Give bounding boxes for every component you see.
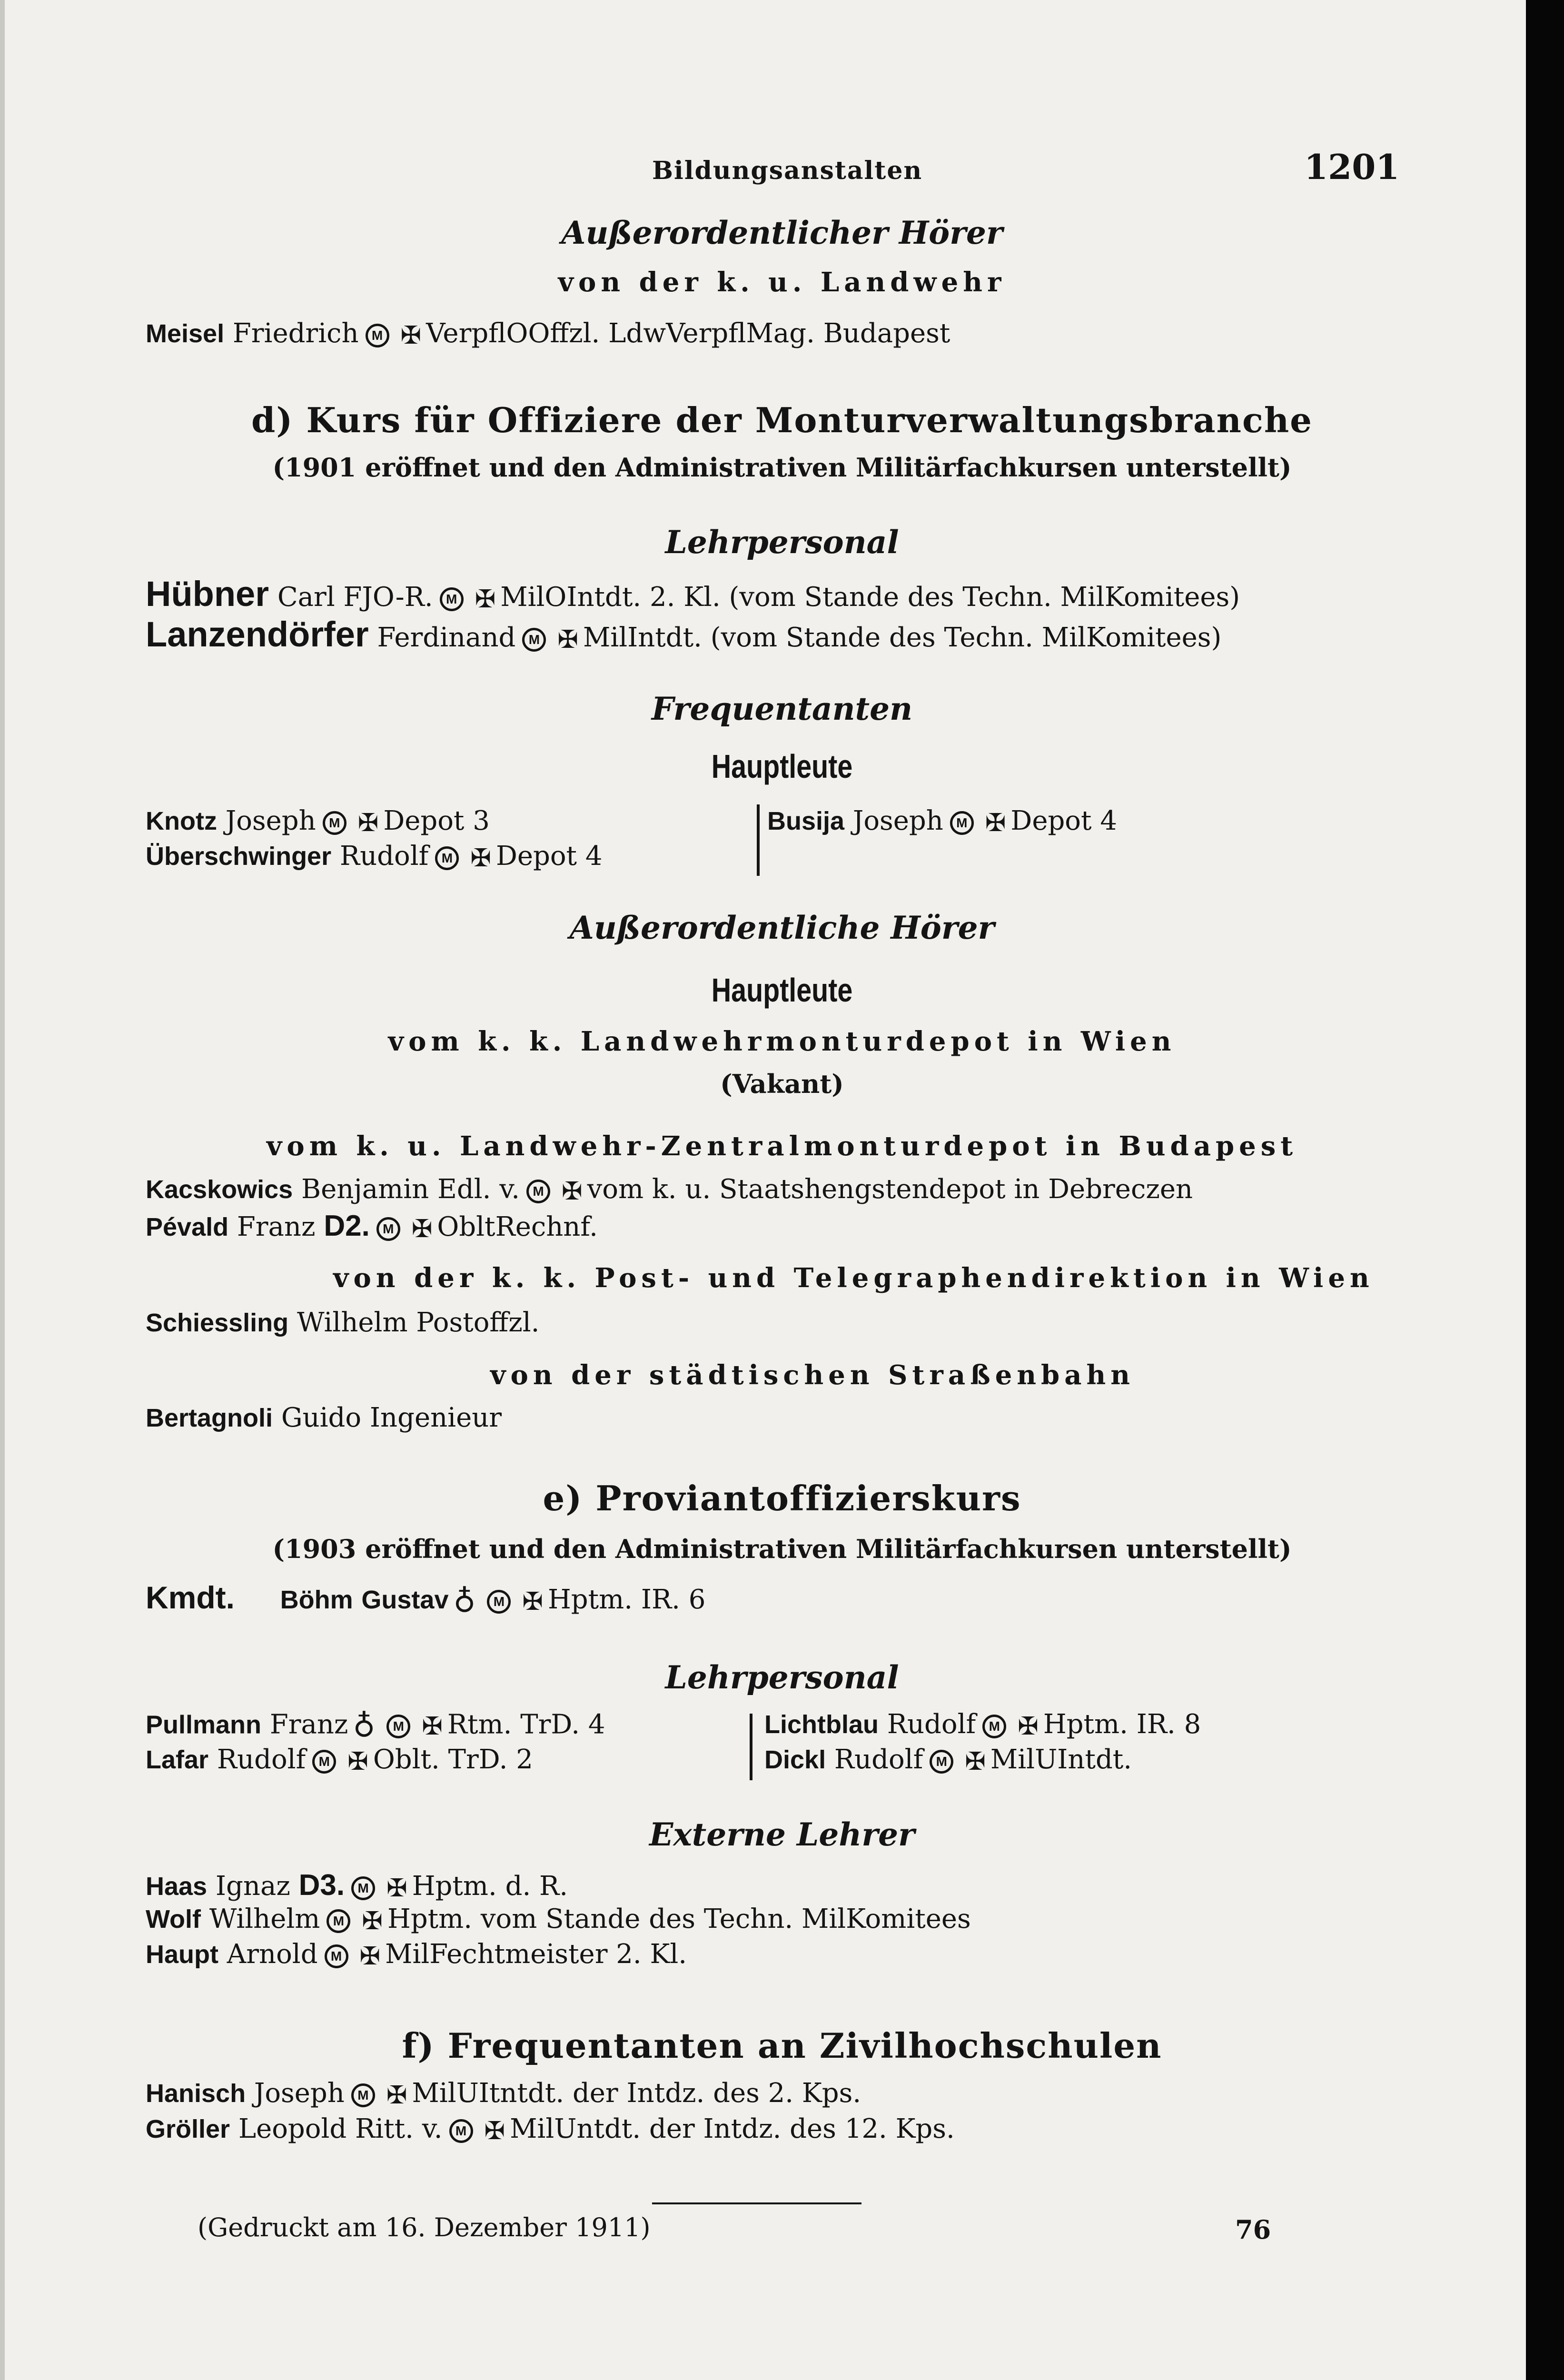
entry-detail: MilFechtmeister 2. Kl. [385, 1939, 687, 1970]
medal-icon: M [386, 1715, 410, 1738]
entry-detail: MilUntdt. der Intdz. des 12. Kps. [510, 2113, 955, 2144]
entry-given: Joseph [254, 2078, 345, 2109]
cross-icon: ✠ [347, 1747, 368, 1776]
entry-detail: Depot 3 [383, 805, 490, 836]
heading-ao-hoerer: Außerordentlicher Hörer [561, 214, 1003, 251]
entry-surname: Hanisch [146, 2079, 246, 2108]
medal-icon: M [351, 1876, 375, 1900]
entry-surname: Meisel [146, 319, 225, 348]
entry-knotz [146, 805, 490, 837]
entry-detail: VerpflOOffzl. LdwVerpflMag. Budapest [426, 318, 950, 349]
entry-surname: Lichtblau [764, 1710, 879, 1739]
medal-icon: M [325, 1944, 348, 1968]
entry-detail: MilIntdt. (vom Stande des Techn. MilKomitees) [583, 622, 1222, 653]
entry-given: Joseph [225, 805, 316, 836]
cross-icon: ✠ [985, 808, 1006, 837]
entry-detail: Rtm. TrD. 4 [447, 1709, 605, 1740]
medal-icon: M [327, 1909, 350, 1933]
vakant-note: (Vakant) [720, 1069, 844, 1099]
entry-dickl [764, 1744, 1132, 1776]
entry-surname: Schiessling [146, 1309, 289, 1337]
entry-surname: Bertagnoli [146, 1404, 273, 1432]
entry-haas [146, 1868, 568, 1903]
entry-surname: Busija [767, 807, 845, 835]
medal-icon: M [366, 324, 389, 347]
entry-wolf [146, 1904, 971, 1935]
section-e-title: e) Proviantoffizierskurs [543, 1478, 1021, 1518]
entry-surname: Hübner [146, 574, 269, 614]
cross-icon: ✠ [475, 585, 496, 614]
entry-surname: Böhm [280, 1586, 353, 1614]
entry-detail: Hptm. IR. 6 [547, 1584, 706, 1615]
entry-pevald [146, 1209, 598, 1243]
entry-ueberschwinger [146, 841, 602, 873]
subheading-budapest: vom k. u. Landwehr-Zentralmonturdepot in Budapest [266, 1130, 1298, 1162]
entry-given: Leopold Ritt. v. [238, 2113, 443, 2144]
section-e-note: (1903 eröffnet und den Administrativen Militärfachkursen unterstellt) [272, 1534, 1292, 1564]
medal-icon: M [312, 1750, 336, 1774]
section-d-note: (1901 eröffnet und den Administrativen Militärfachkursen unterstellt) [272, 452, 1292, 483]
entry-detail: Hptm. d. R. [412, 1871, 568, 1902]
entry-surname: Lanzendörfer [146, 615, 369, 654]
entry-given: Franz [269, 1709, 348, 1740]
entry-busija [767, 805, 1117, 837]
cross-icon: ✠ [362, 1906, 383, 1935]
order-icon: ♁ [353, 1709, 376, 1744]
entry-detail: MilUIntdt. [990, 1744, 1132, 1775]
entry-given: Friedrich [232, 318, 359, 349]
entry-schiessling [146, 1307, 539, 1338]
entry-pullmann [146, 1709, 605, 1744]
subheading-post: von der k. k. Post- und Telegraphendirektion in Wien [333, 1262, 1374, 1294]
entry-detail: Oblt. TrD. 2 [373, 1744, 533, 1775]
cross-icon: ✠ [522, 1587, 543, 1616]
entry-surname: Haupt [146, 1940, 218, 1969]
entry-surname: Lafar [146, 1745, 209, 1774]
scan-edge-left [0, 0, 5, 2380]
medal-icon: M [930, 1750, 953, 1774]
entry-detail: Depot 4 [1010, 805, 1117, 836]
subheading-landwehr: von der k. u. Landwehr [558, 267, 1006, 298]
cross-icon: ✠ [965, 1747, 986, 1776]
entry-huebner [146, 574, 1240, 614]
entry-detail: Hptm. vom Stande des Techn. MilKomitees [387, 1904, 971, 1934]
entry-surname: Pullmann [146, 1710, 262, 1739]
entry-given: Arnold [227, 1939, 318, 1970]
entry-surname: Haas [146, 1872, 208, 1901]
running-head: Bildungsanstalten [652, 156, 923, 185]
entry-detail: Depot 4 [495, 841, 603, 872]
cross-icon: ✠ [1018, 1712, 1039, 1741]
decoration-label: D2. [324, 1210, 370, 1242]
entry-given: Rudolf [834, 1744, 923, 1775]
printed-date: (Gedruckt am 16. Dezember 1911) [198, 2212, 651, 2242]
heading-ao-hoerer-2: Außerordentliche Hörer [569, 909, 995, 946]
medal-icon: M [435, 846, 459, 870]
entry-given: Carl FJO-R. [277, 582, 433, 613]
cross-icon: ✠ [386, 1874, 407, 1903]
entry-groeller [146, 2113, 955, 2145]
medal-icon: M [522, 628, 546, 652]
order-icon: ♁ [453, 1584, 476, 1619]
cross-icon: ✠ [359, 1942, 381, 1971]
entry-meisel [146, 318, 950, 350]
page-number: 1201 [1304, 147, 1400, 187]
entry-surname: Überschwinger [146, 842, 332, 871]
kmdt-label: Kmdt. [146, 1580, 235, 1615]
medal-icon: M [449, 2119, 473, 2143]
entry-given: Wilhelm Postoffzl. [297, 1307, 540, 1338]
entry-detail: MilUItntdt. der Intdz. des 2. Kps. [412, 2078, 861, 2109]
entry-given: Rudolf [217, 1744, 306, 1775]
decoration-label: D3. [298, 1869, 345, 1902]
heading-lehrpersonal-e: Lehrpersonal [665, 1659, 899, 1696]
medal-icon: M [950, 811, 974, 835]
entry-given: Ferdinand [377, 622, 516, 653]
entry-given: Ignaz [215, 1871, 290, 1902]
entry-given: Guido Ingenieur [281, 1402, 502, 1433]
entry-surname: Wolf [146, 1905, 201, 1934]
heading-lehrpersonal-d: Lehrpersonal [665, 524, 899, 561]
medal-icon: M [351, 2083, 375, 2107]
entry-surname: Gröller [146, 2115, 230, 2143]
entry-surname: Dickl [764, 1745, 826, 1774]
cross-icon: ✠ [411, 1214, 433, 1243]
subheading-strassenbahn: von der städtischen Straßenbahn [490, 1359, 1135, 1391]
entry-surname: Pévald [146, 1213, 229, 1241]
entry-lichtblau [764, 1709, 1201, 1741]
column-separator [757, 804, 760, 876]
subheading-wien: vom k. k. Landwehrmonturdepot in Wien [388, 1026, 1176, 1057]
section-d-title: d) Kurs für Offiziere der Monturverwaltungsbranche [251, 400, 1313, 440]
entry-given: Rudolf [887, 1709, 976, 1740]
entry-given: Gustav [361, 1586, 449, 1614]
medal-icon: M [376, 1217, 400, 1241]
entry-detail: vom k. u. Staatshengstendepot in Debreczen [587, 1174, 1193, 1205]
cross-icon: ✠ [357, 808, 379, 837]
cross-icon: ✠ [386, 2081, 407, 2110]
section-f-title: f) Frequentanten an Zivilhochschulen [402, 2025, 1162, 2066]
entry-hanisch [146, 2078, 861, 2110]
entry-given: Franz [237, 1211, 316, 1242]
cross-icon: ✠ [484, 2116, 505, 2145]
heading-externe-lehrer: Externe Lehrer [649, 1816, 915, 1853]
cross-icon: ✠ [470, 843, 491, 873]
cross-icon: ✠ [562, 1177, 583, 1206]
entry-surname: Knotz [146, 807, 217, 835]
entry-kmdt-boehm [146, 1579, 705, 1619]
rank-hauptleute-1: Hauptleute [711, 748, 853, 785]
entry-lanzendoerfer [146, 614, 1221, 654]
entry-bertagnoli [146, 1402, 502, 1433]
entry-detail: MilOIntdt. 2. Kl. (vom Stande des Techn. MilKomitees) [500, 582, 1240, 613]
column-separator [750, 1714, 752, 1780]
entry-surname: Kacskowics [146, 1175, 293, 1204]
medal-icon: M [323, 811, 346, 835]
medal-icon: M [982, 1715, 1006, 1738]
entry-given: Joseph [852, 805, 943, 836]
sheet-number: 76 [1235, 2214, 1271, 2245]
entry-haupt [146, 1939, 687, 1971]
footer-rule [652, 2202, 861, 2204]
cross-icon: ✠ [422, 1712, 443, 1741]
medal-icon: M [526, 1180, 550, 1203]
cross-icon: ✠ [557, 625, 578, 654]
medal-icon: M [487, 1590, 511, 1614]
cross-icon: ✠ [400, 321, 422, 350]
rank-hauptleute-2: Hauptleute [711, 972, 853, 1009]
entry-kacskowics [146, 1174, 1193, 1206]
entry-given: Wilhelm [209, 1904, 320, 1934]
entry-detail: Hptm. IR. 8 [1043, 1709, 1201, 1740]
entry-given: Rudolf [339, 841, 429, 872]
heading-frequentanten: Frequentanten [651, 690, 913, 727]
entry-given: Benjamin Edl. v. [301, 1174, 520, 1205]
entry-lafar [146, 1744, 533, 1776]
medal-icon: M [440, 587, 464, 611]
scan-edge-right [1526, 0, 1564, 2380]
entry-detail: ObltRechnf. [437, 1211, 598, 1242]
